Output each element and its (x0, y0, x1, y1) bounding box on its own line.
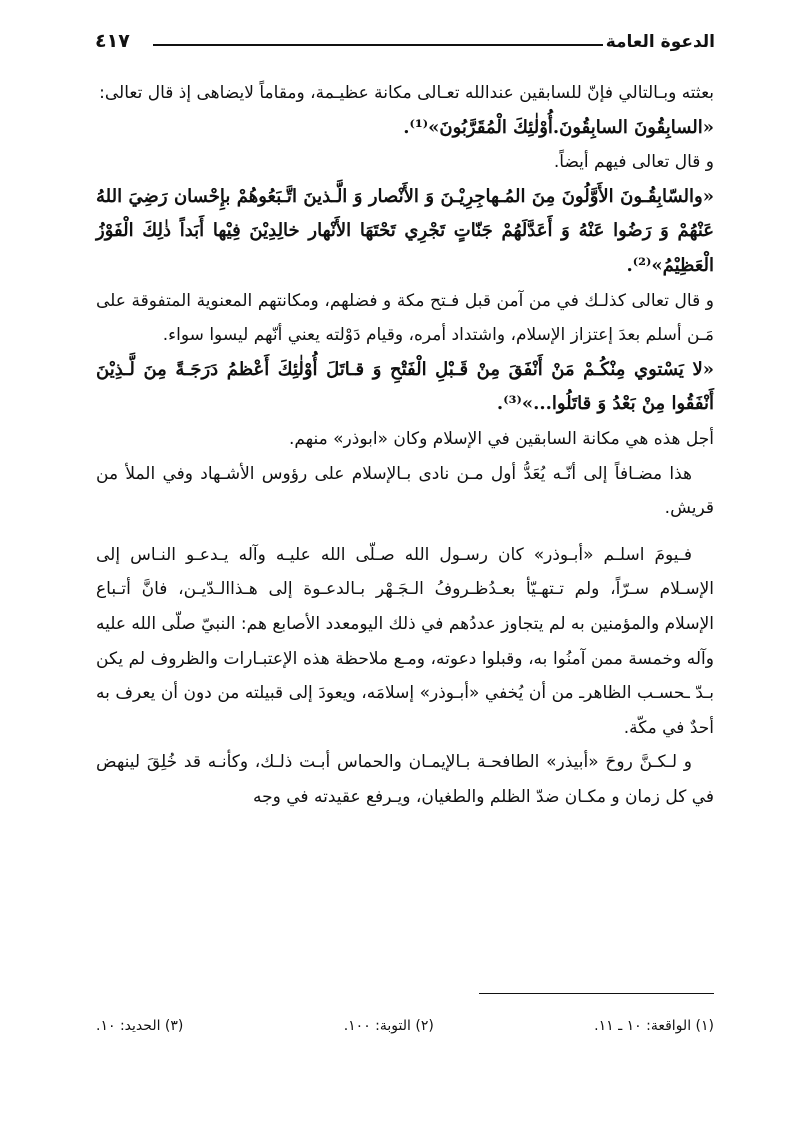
paragraph: و قال تعالى كذلـك في من آمن قبل فـتح مكة و فضلهم، ومكانتهم المعنوية المتفوقة على مَـن أسلم بعدَ إعتزاز الإسلام، واشتداد أمره، وقيام دَوْلته يعني أنّهم ليسوا سواء. (96, 290, 714, 346)
paragraph: فـيومَ اسلـم «أبـوذر» كان رسـول الله صـلّى الله عليـه وآله يـدعـو النـاس إلى الإسـلام سـرّاً، ولم تـتهـيّأ بعـدُظـروفُ الـجَـهْر بـالدعـوة إلى هـذاالـدّيـن، فانَّ أتـباع الإسلام والمؤمنين به لم يتجاوز عددُهم في ذلك اليومعدد الأصابع هم: النبيّ صلّى الله عليه وآله وخمسة ممن آمنُوا به، وقبلوا دعوته، ومـع ملاحظة هذه الإعتبـارات والظروف لم يكن بـدّ ـحسـب الظاهرـ من أن يُخفي «أبـوذر» إسلامَه، ويعودَ إلى قبيلته من دون أن يعرف به أحدٌ في مكّة. (96, 544, 714, 738)
header-rule (153, 44, 603, 46)
paragraph: بعثته وبـالتالي فإنّ للسابقين عندالله تعـالى مكانة عظيـمة، ومقاماً لايضاهى إذ قال تعالى: (99, 83, 714, 103)
footnote-3: (٣) الحديد: ١٠. (96, 1018, 184, 1034)
page-header (95, 30, 715, 62)
footnote-1: (١) الواقعة: ١٠ ـ ١١. (594, 1018, 714, 1034)
quran-verse: «والسّابِقُـونَ الأَوَّلُونَ مِنَ المُـهاجِرِيْـنَ وَ الأَنْصار وَ الَّـذينَ اتَّـبَعُوهُمْ بإِحْسان رَضِيَ اللهُ عَنْهُمْ وَ رَضُوا عَنْهُ وَ أَعَدَّلَهُمْ جَنّاتٍ تَجْرِي تَحْتَهَا الأَنْهار خالِدِيْنَ فِيْها أَبَداً ذٰلِكَ الْفَوْزُ الْعَظِيْمُ»⁽²⁾. (96, 185, 714, 276)
paragraph-gap (96, 526, 714, 538)
footnote-rule (479, 993, 714, 994)
footnote-2: (٢) التوبة: ١٠٠. (343, 1018, 434, 1034)
running-title: الدعوة العامة (605, 32, 715, 52)
page-number: ٤١٧ (95, 30, 130, 52)
page-body (96, 76, 714, 814)
paragraph: و لـكـنَّ روحَ «أبيذر» الطافحـة بـالإيمـان والحماس أبـت ذلـك، وكأنـه قد خُلِقَ لينهض في كل زمان و مكـان ضدّ الظلم والطغيان، ويـرفع عقيدته في وجه (96, 752, 714, 807)
footnotes (96, 1018, 714, 1034)
paragraph: هذا مضـافاً إلى أنّـه يُعَدُّ أول مـن نادى بـالإسلام على رؤوس الأشـهاد وفي الملأ من قريش. (96, 463, 714, 519)
quran-verse: «لا يَسْتوي مِنْكُـمْ مَنْ أَنْفَقَ مِنْ قَـبْلِ الْفَتْحِ وَ قـاتَلَ أُوْلٰئِكَ أَعْظمُ دَرَجَـةً مِنَ لَّـذِيْنَ أَنْفَقُوا مِنْ بَعْدُ وَ قاتَلُوا...»⁽³⁾. (96, 358, 714, 415)
quran-verse: «السابِقُونَ السابِقُونَ.أُوْلٰئِكَ الْمُقَرَّبُونَ»⁽¹⁾. (403, 116, 714, 138)
paragraph: و قال تعالى فيهم أيضاً. (553, 152, 714, 173)
paragraph: أجل هذه هي مكانة السابقين في الإسلام وكان «ابوذر» منهم. (288, 428, 714, 449)
